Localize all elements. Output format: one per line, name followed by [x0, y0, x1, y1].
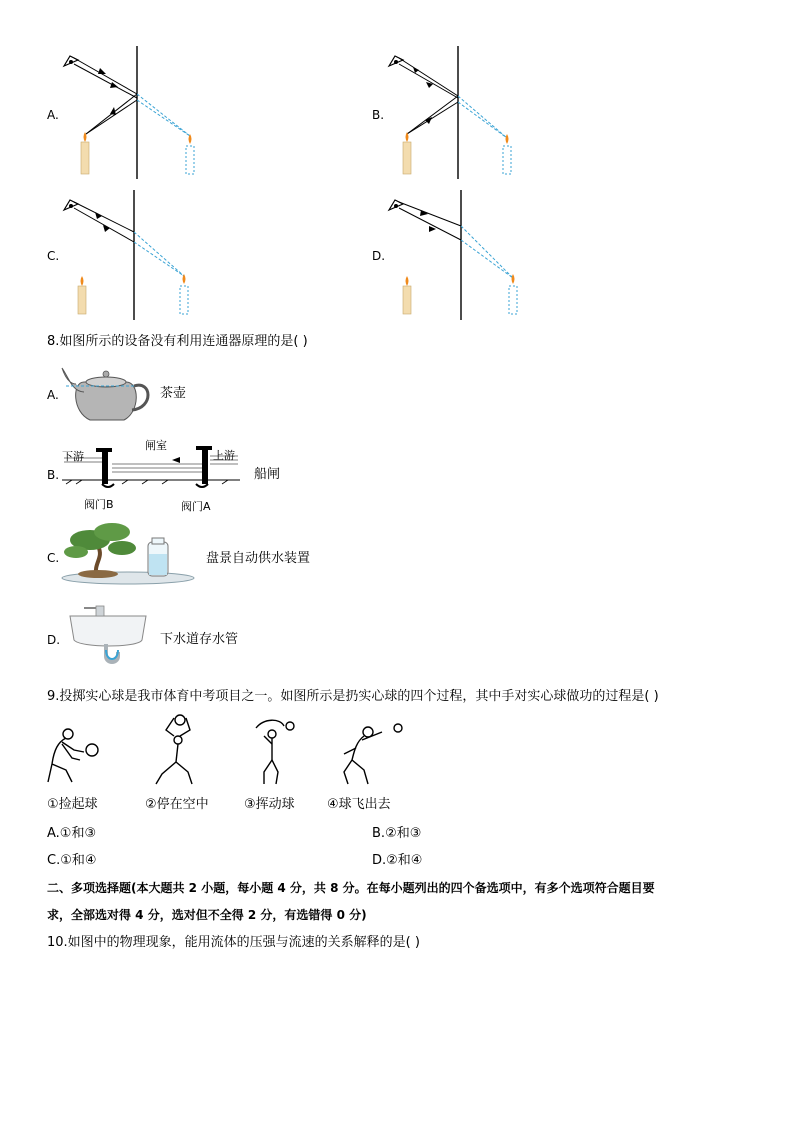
- q9-option-d-text: ②和④: [386, 853, 423, 868]
- q8-option-b-caption: 船闸: [254, 467, 281, 482]
- q9-option-c-text: ①和④: [60, 853, 97, 868]
- q9-option-a-text: ①和③: [59, 826, 97, 841]
- stick-figure-pickup: [44, 720, 108, 786]
- q7-option-a-letter[interactable]: A.: [47, 108, 59, 122]
- candle-real: [403, 132, 411, 174]
- stick-figure-throw: [340, 718, 410, 788]
- lock-label-gate-a: 阀门A: [181, 500, 211, 513]
- candle-real: [78, 276, 86, 314]
- q8-option-c-caption: 盘景自动供水装置: [206, 551, 311, 566]
- section2-heading-line1: 二、多项选择题(本大题共 2 小题，每小题 4 分，共 8 分。在每小题列出的四个备选项中，有多个选项符合题目要: [47, 881, 655, 895]
- section2-heading-line2: 求，全部选对得 4 分，选对但不全得 2 分，有选错得 0 分): [47, 908, 367, 922]
- stick-figure-hold: [150, 714, 204, 788]
- stick-figure-swing: [250, 714, 304, 788]
- q8-option-d-letter[interactable]: D.: [47, 633, 61, 647]
- lock-label-chamber: 闸室: [145, 439, 167, 452]
- q7-diagram-a: [60, 46, 210, 180]
- q9-stem: 9.投掷实心球是我市体育中考项目之一。如图所示是扔实心球的四个过程，其中手对实心球做功的过程是( ): [47, 689, 659, 704]
- lock-label-downstream: 下游: [62, 450, 84, 463]
- q8-option-a-letter[interactable]: A.: [47, 388, 59, 402]
- q9-option-a-letter: A.: [47, 826, 60, 841]
- q9-option-c-letter: C.: [47, 853, 61, 868]
- q9-stage-2: ②停在空中: [145, 797, 209, 812]
- eye-icon: [64, 200, 78, 210]
- q9-option-d[interactable]: [372, 853, 422, 869]
- q8-option-c-letter[interactable]: C.: [47, 551, 60, 565]
- q10-stem: 10.如图中的物理现象，能用流体的压强与流速的关系解释的是( ): [47, 935, 420, 950]
- q9-option-b[interactable]: [372, 826, 421, 842]
- q9-option-b-text: ②和③: [385, 826, 422, 841]
- sink-icon: [66, 604, 148, 670]
- q7-option-d-letter[interactable]: D.: [372, 249, 386, 263]
- lock-label-upstream: 上游: [213, 449, 235, 462]
- q9-stage-4: ④球飞出去: [327, 797, 391, 812]
- q9-option-d-letter: D.: [372, 853, 387, 868]
- q9-stage-3: ③挥动球: [244, 797, 295, 812]
- candle-image: [503, 134, 511, 174]
- candle-image: [186, 134, 194, 174]
- q9-option-a[interactable]: [47, 826, 96, 842]
- bonsai-icon: [60, 518, 196, 588]
- eye-icon: [389, 56, 403, 66]
- q9-option-c[interactable]: [47, 853, 97, 869]
- candle-real: [81, 132, 89, 174]
- q7-option-c-letter[interactable]: C.: [47, 249, 60, 263]
- q7-option-b-letter[interactable]: B.: [372, 108, 385, 122]
- q8-option-d-caption: 下水道存水管: [160, 632, 239, 647]
- q8-stem: 8.如图所示的设备没有利用连通器原理的是( ): [47, 334, 308, 349]
- q7-diagram-b: [385, 46, 535, 180]
- candle-image: [509, 274, 517, 314]
- candle-real: [403, 276, 411, 314]
- q7-diagram-c: [60, 190, 210, 324]
- q9-stage-1: ①捡起球: [47, 797, 98, 812]
- q8-option-b-letter[interactable]: B.: [47, 468, 60, 482]
- candle-image: [180, 274, 188, 314]
- lock-label-gate-b: 阀门B: [84, 498, 114, 511]
- teapot-icon: [62, 362, 152, 428]
- q8-option-a-caption: 茶壶: [160, 386, 187, 401]
- q9-option-b-letter: B.: [372, 826, 386, 841]
- q7-diagram-d: [385, 190, 535, 324]
